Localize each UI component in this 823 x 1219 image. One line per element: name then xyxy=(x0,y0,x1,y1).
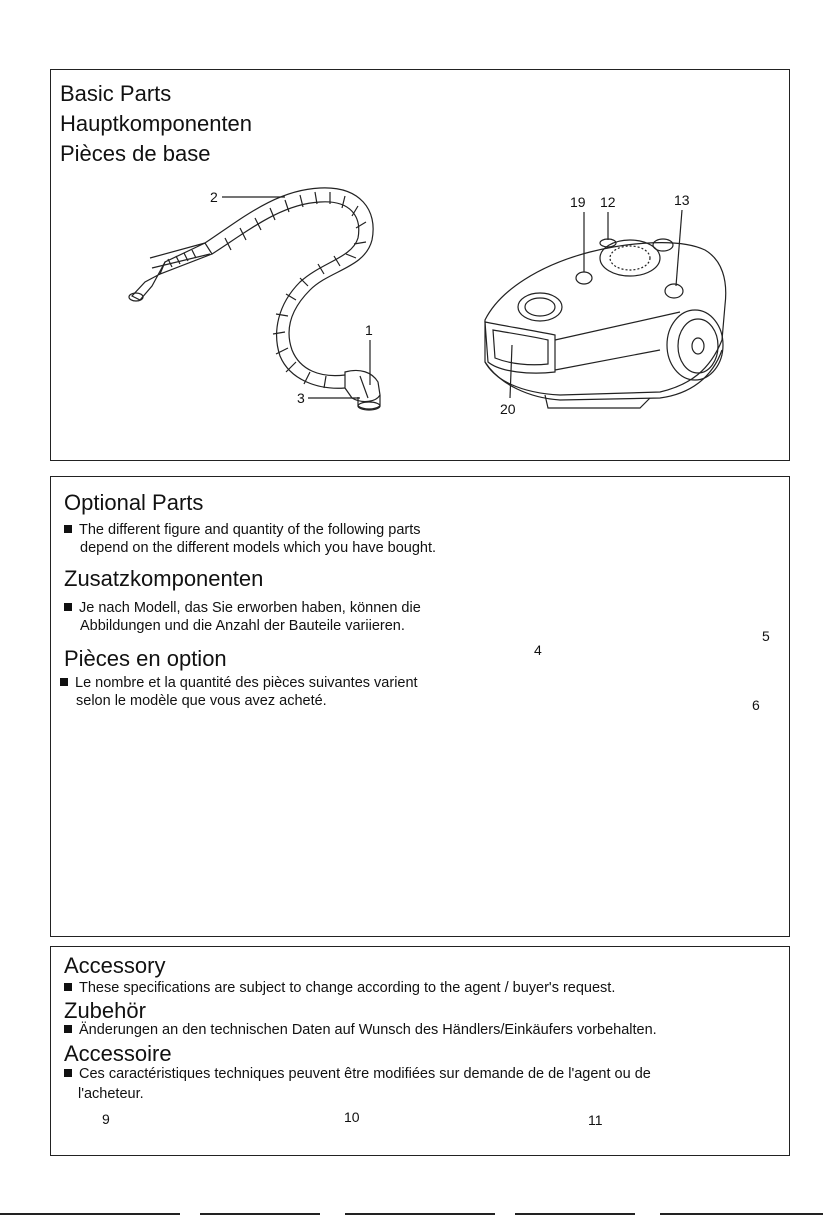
optional-text-de-1-label: Je nach Modell, das Sie erworben haben, können die xyxy=(79,600,421,616)
label-grip: 20 xyxy=(500,401,516,417)
label-upholstery-tool: 11 xyxy=(588,1112,603,1128)
label-button: 12 xyxy=(600,194,616,210)
accessory-text-de-label: Änderungen an den technischen Daten auf Wunsch des Händlers/Einkäufers vorbehalten. xyxy=(79,1022,657,1038)
bullet-icon xyxy=(64,603,72,611)
optional-text-en-2: depend on the different models which you have bought. xyxy=(80,540,437,556)
optional-text-de-2: Abbildungen und die Anzahl der Bauteile variieren. xyxy=(80,618,405,634)
label-hose: 2 xyxy=(210,189,218,205)
label-telescopic: 5 xyxy=(762,628,770,644)
accessory-text-en xyxy=(64,979,615,997)
optional-text-en-1 xyxy=(64,521,421,539)
accessory-title-en: Accessory xyxy=(64,953,166,978)
optional-text-fr-1 xyxy=(60,674,418,692)
bullet-icon xyxy=(64,1069,72,1077)
footer-rule xyxy=(660,1213,823,1215)
accessory-text-fr-1 xyxy=(64,1065,651,1083)
label-cord: 13 xyxy=(674,192,690,208)
footer-rule xyxy=(0,1213,180,1215)
optional-title-en: Optional Parts xyxy=(64,490,204,515)
label-brush-tool: 10 xyxy=(344,1109,360,1125)
label-tubes: 4 xyxy=(534,642,542,658)
label-indicator: 19 xyxy=(570,194,586,210)
bullet-icon xyxy=(64,983,72,991)
hose-illustration xyxy=(129,188,380,410)
accessory-title-fr: Accessoire xyxy=(64,1041,172,1066)
optional-text-en-1-label: The different figure and quantity of the following parts xyxy=(79,522,421,538)
basic-parts-title-fr: Pièces de base xyxy=(60,141,211,166)
label-clips: 6 xyxy=(752,697,760,713)
bullet-icon xyxy=(64,1025,72,1033)
accessory-text-fr-1-label: Ces caractéristiques techniques peuvent être modifiées sur demande de de l'agent ou de xyxy=(79,1066,651,1082)
optional-title-fr: Pièces en option xyxy=(64,646,227,671)
label-handle: 1 xyxy=(365,322,373,338)
optional-title-de: Zusatzkomponenten xyxy=(64,566,264,591)
accessory-text-fr-2: l'acheteur. xyxy=(78,1086,144,1102)
label-crevice-tool: 9 xyxy=(102,1111,110,1127)
accessory-title-de: Zubehör xyxy=(64,998,146,1023)
basic-parts-title-en: Basic Parts xyxy=(60,81,172,106)
vacuum-cleaner-illustration xyxy=(485,210,726,408)
footer-rule xyxy=(345,1213,495,1215)
optional-text-fr-2: selon le modèle que vous avez acheté. xyxy=(76,693,327,709)
basic-parts-title-de: Hauptkomponenten xyxy=(60,111,253,136)
bullet-icon xyxy=(60,678,68,686)
optional-text-de-1 xyxy=(64,599,421,617)
accessory-text-en-label: These specifications are subject to change according to the agent / buyer's request. xyxy=(79,980,616,996)
bullet-icon xyxy=(64,525,72,533)
footer-rule xyxy=(200,1213,320,1215)
optional-text-fr-1-label: Le nombre et la quantité des pièces suivantes varient xyxy=(75,675,418,691)
footer-rule xyxy=(515,1213,635,1215)
accessory-text-de xyxy=(64,1021,657,1039)
label-hose-end: 3 xyxy=(297,390,305,406)
